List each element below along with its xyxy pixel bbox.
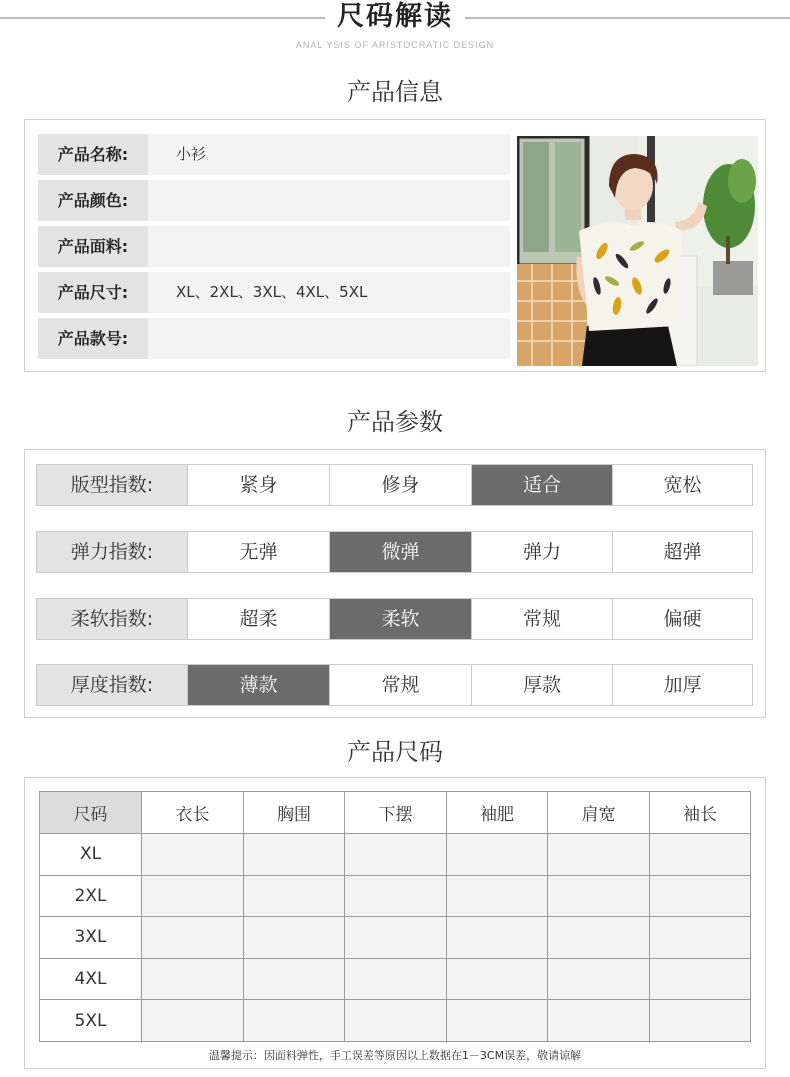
size-table-column-header: 胸围 <box>244 792 345 834</box>
size-table-column-header: 衣长 <box>142 792 244 834</box>
size-value-cell <box>142 834 244 876</box>
size-value-cell <box>447 958 548 1000</box>
info-section-title: 产品信息 <box>347 78 443 106</box>
size-value-cell <box>447 1000 548 1042</box>
size-value-cell <box>244 834 345 876</box>
size-table-row <box>40 875 751 917</box>
info-row-name <box>38 134 510 175</box>
size-table-column-header: 尺码 <box>40 792 142 834</box>
size-label-cell: 5XL <box>40 1000 142 1042</box>
info-label: 产品面料: <box>38 226 148 267</box>
param-row <box>36 664 753 706</box>
param-option: 厚款 <box>471 665 612 705</box>
size-label-cell: 2XL <box>40 875 142 917</box>
size-table-column-header: 肩宽 <box>548 792 650 834</box>
size-value-cell <box>548 834 650 876</box>
param-option: 紧身 <box>187 465 329 505</box>
info-row-color <box>38 180 510 221</box>
size-value-cell <box>345 958 447 1000</box>
param-option-selected: 薄款 <box>187 665 329 705</box>
size-label-cell: 4XL <box>40 958 142 1000</box>
header-line-right <box>465 17 790 19</box>
param-option: 偏硬 <box>612 599 752 639</box>
size-value-cell <box>548 875 650 917</box>
size-label-cell: 3XL <box>40 917 142 959</box>
param-row <box>36 531 753 573</box>
param-label: 柔软指数: <box>37 599 187 639</box>
param-option: 宽松 <box>612 465 752 505</box>
size-table-column-header: 袖长 <box>650 792 751 834</box>
size-table-header-row <box>40 792 751 834</box>
info-row-style-no <box>38 318 510 359</box>
param-label: 厚度指数: <box>37 665 187 705</box>
size-value-cell <box>548 958 650 1000</box>
size-value-cell <box>650 958 751 1000</box>
param-option-selected: 柔软 <box>329 599 471 639</box>
size-value-cell <box>244 958 345 1000</box>
info-value: XL、2XL、3XL、4XL、5XL <box>176 283 368 301</box>
sizes-section-title: 产品尺码 <box>347 738 443 766</box>
size-value-cell <box>345 834 447 876</box>
size-value-cell <box>345 1000 447 1042</box>
info-label: 产品尺寸: <box>38 272 148 313</box>
param-option: 超弹 <box>612 532 752 572</box>
size-table-column-header: 下摆 <box>345 792 447 834</box>
size-value-cell <box>447 875 548 917</box>
param-option: 超柔 <box>187 599 329 639</box>
param-label: 版型指数: <box>37 465 187 505</box>
size-value-cell <box>447 917 548 959</box>
size-value-cell <box>142 1000 244 1042</box>
size-value-cell <box>244 1000 345 1042</box>
info-label: 产品名称: <box>38 134 148 175</box>
size-value-cell <box>447 834 548 876</box>
size-value-cell <box>650 917 751 959</box>
param-option-selected: 适合 <box>471 465 612 505</box>
footnote: 温馨提示：因面料弹性，手工误差等原因以上数据在1－3CM误差，敬请谅解 <box>208 1049 582 1062</box>
size-value-cell <box>650 875 751 917</box>
size-value-cell <box>244 875 345 917</box>
param-option: 常规 <box>471 599 612 639</box>
size-label-cell: XL <box>40 834 142 876</box>
param-option-selected: 微弹 <box>329 532 471 572</box>
size-table-row <box>40 1000 751 1042</box>
size-value-cell <box>244 917 345 959</box>
page-subtitle: ANAL YSIS OF ARISTOCRATIC DESIGN <box>295 40 495 50</box>
param-option: 加厚 <box>612 665 752 705</box>
info-row-fabric <box>38 226 510 267</box>
size-value-cell <box>345 917 447 959</box>
size-value-cell <box>142 958 244 1000</box>
params-section-title: 产品参数 <box>347 408 443 436</box>
page-title: 尺码解读 <box>337 1 453 32</box>
param-row <box>36 598 753 640</box>
size-table-row <box>40 917 751 959</box>
info-label: 产品款号: <box>38 318 148 359</box>
size-table-row <box>40 834 751 876</box>
info-value: 小衫 <box>176 145 207 163</box>
info-row-size <box>38 272 510 313</box>
size-value-cell <box>345 875 447 917</box>
size-value-cell <box>142 917 244 959</box>
param-option: 无弹 <box>187 532 329 572</box>
size-value-cell <box>650 1000 751 1042</box>
size-value-cell <box>142 875 244 917</box>
size-value-cell <box>548 1000 650 1042</box>
product-photo <box>517 136 758 366</box>
size-table-row <box>40 958 751 1000</box>
size-table <box>39 791 751 1042</box>
param-row <box>36 464 753 506</box>
param-option: 弹力 <box>471 532 612 572</box>
param-option: 修身 <box>329 465 471 505</box>
size-table-column-header: 袖肥 <box>447 792 548 834</box>
info-label: 产品颜色: <box>38 180 148 221</box>
size-value-cell <box>548 917 650 959</box>
size-value-cell <box>650 834 751 876</box>
header-line-left <box>0 17 325 19</box>
param-option: 常规 <box>329 665 471 705</box>
param-label: 弹力指数: <box>37 532 187 572</box>
